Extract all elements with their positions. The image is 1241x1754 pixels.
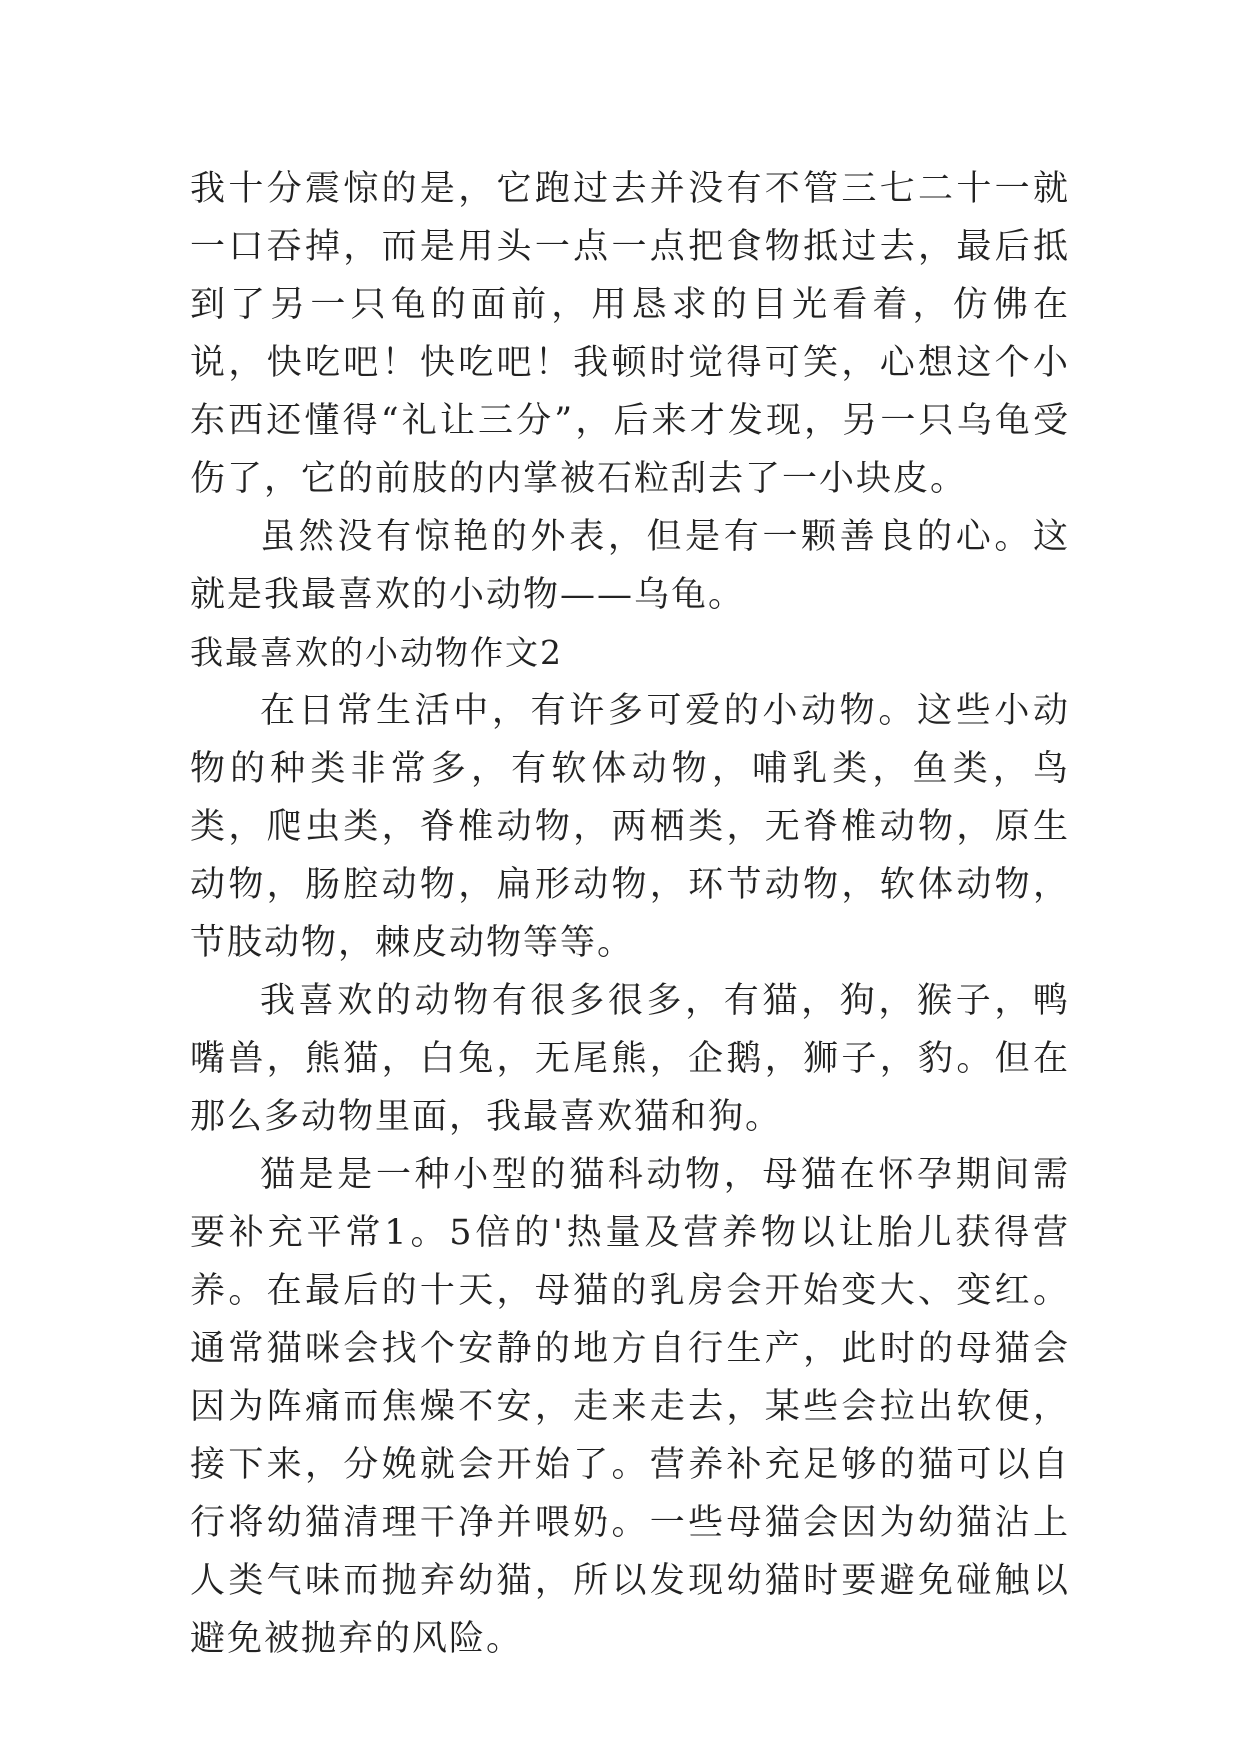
essay-heading: 我最喜欢的小动物作文2 bbox=[190, 633, 563, 672]
paragraph-favorite-animals: 我喜欢的动物有很多很多，有猫，狗，猴子，鸭嘴兽，熊猫，白兔，无尾熊，企鹅，狮子，豹。但在那么多动物里面，我最喜欢猫和狗。 bbox=[190, 981, 1070, 1137]
document-body bbox=[190, 160, 1070, 1668]
paragraph-animal-types: 在日常生活中，有许多可爱的小动物。这些小动物的种类非常多，有软体动物，哺乳类，鱼类，鸟类，爬虫类，脊椎动物，两栖类，无脊椎动物，原生动物，肠腔动物，扁形动物，环节动物，软体动物，节肢动物，棘皮动物等等。 bbox=[190, 691, 1070, 963]
paragraph-turtle-story: 我十分震惊的是，它跑过去并没有不管三七二十一就一口吞掉，而是用头一点一点把食物抵过去，最后抵到了另一只龟的面前，用恳求的目光看着，仿佛在说，快吃吧！快吃吧！我顿时觉得可笑，心想这个小东西还懂得“礼让三分”，后来才发现，另一只乌龟受伤了，它的前肢的内掌被石粒刮去了一小块皮。 bbox=[190, 169, 1070, 499]
paragraph-cat-description: 猫是是一种小型的猫科动物，母猫在怀孕期间需要补充平常1。5倍的'热量及营养物以让胎儿获得营养。在最后的十天，母猫的乳房会开始变大、变红。通常猫咪会找个安静的地方自行生产，此时的母猫会因为阵痛而焦燥不安，走来走去，某些会拉出软便，接下来，分娩就会开始了。营养补充足够的猫可以自行将幼猫清理干净并喂奶。一些母猫会因为幼猫沾上人类气味而抛弃幼猫，所以发现幼猫时要避免碰触以避免被抛弃的风险。 bbox=[190, 1155, 1070, 1659]
paragraph-turtle-conclusion: 虽然没有惊艳的外表，但是有一颗善良的心。这就是我最喜欢的小动物——乌龟。 bbox=[190, 517, 1070, 615]
